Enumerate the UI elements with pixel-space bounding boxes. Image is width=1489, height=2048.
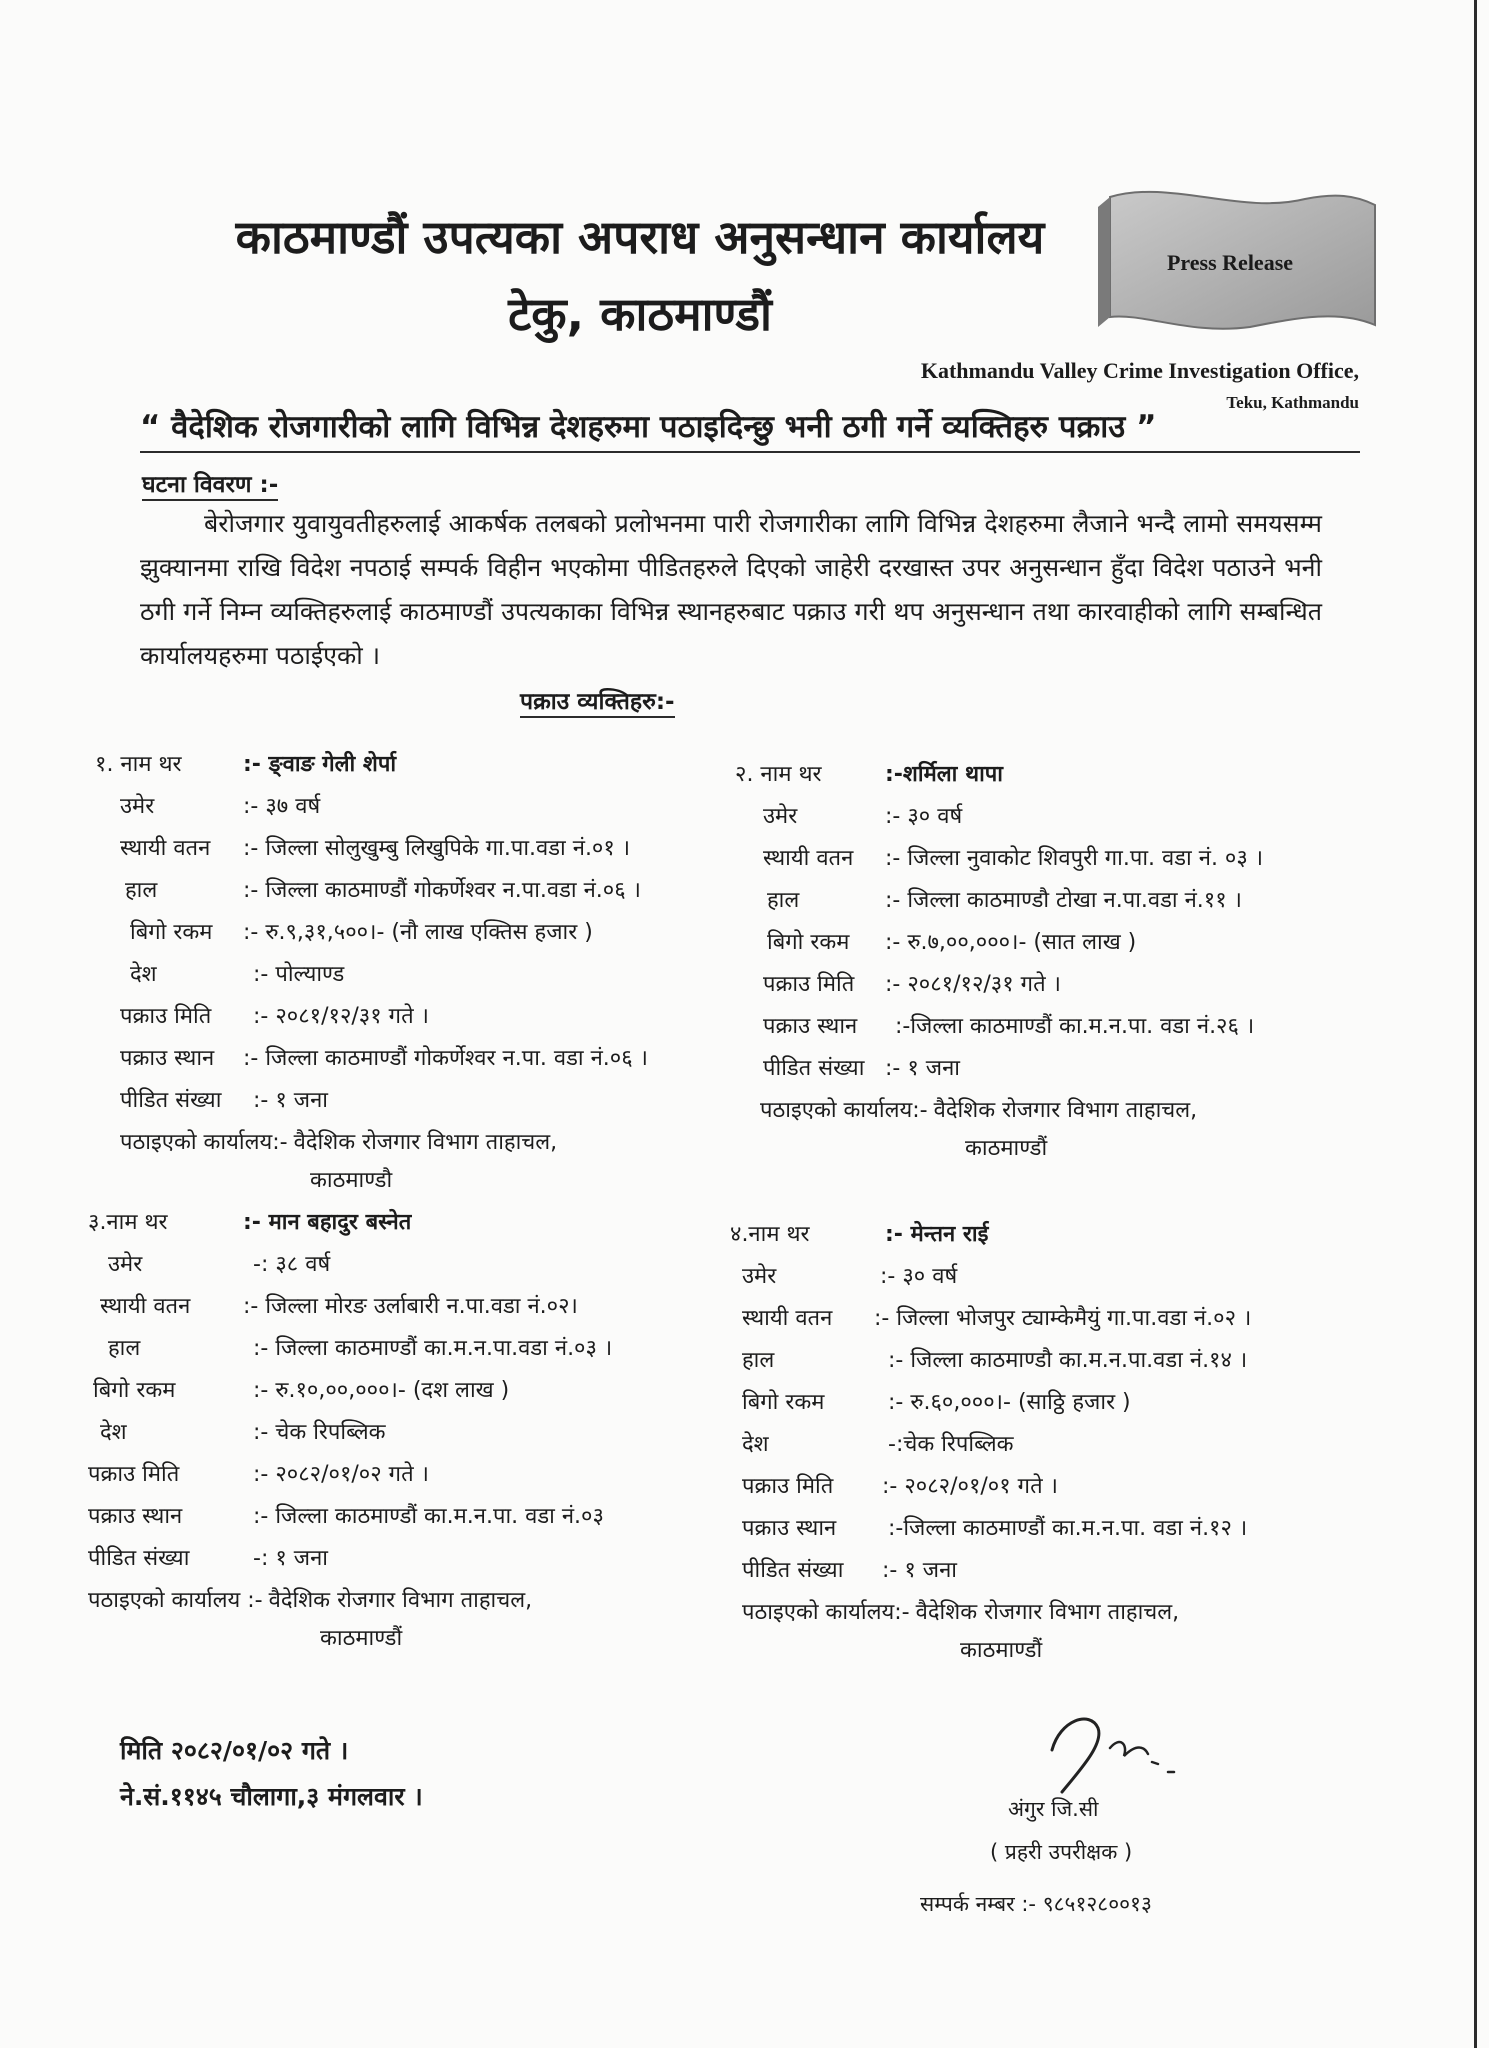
- label-current-address: हाल: [125, 878, 158, 903]
- value-arrest-date: :- २०८१/१२/३१ गते ।: [253, 1004, 429, 1029]
- signature-mark: [1040, 1700, 1200, 1810]
- contact-number: सम्पर्क नम्बर :- ९८५१२८००१३: [920, 1892, 1152, 1916]
- label-current-address: हाल: [742, 1348, 775, 1373]
- value-age: :- ३० वर्ष: [880, 1264, 958, 1289]
- label-age: उमेर: [763, 804, 798, 829]
- label-current-address: हाल: [108, 1336, 141, 1361]
- label-arrest-date: पक्राउ मिति: [742, 1474, 834, 1499]
- person-record-4: [730, 1212, 1251, 1670]
- label-age: उमेर: [742, 1264, 777, 1289]
- label-current-address: हाल: [767, 888, 800, 913]
- value-current-address: :- जिल्ला काठमाण्डौ टोखा न.पा.वडा नं.११ ।: [885, 888, 1243, 913]
- value-permanent-address: :- जिल्ला भोजपुर ट्याम्केमैयुं गा.पा.वडा नं.०२ ।: [874, 1306, 1252, 1331]
- label-country: देश: [100, 1420, 127, 1445]
- headline: “ वैदेशिक रोजगारीको लागि विभिन्न देशहरुमा पठाइदिन्छु भनी ठगी गर्ने व्यक्तिहरु पक्राउ ”: [140, 405, 1360, 453]
- office-location-en: Teku, Kathmandu: [1226, 393, 1359, 412]
- value-sent-office: वैदेशिक रोजगार विभाग ताहाचल,: [933, 1098, 1198, 1123]
- label-sent-office: पठाइएको कार्यालय:-: [742, 1600, 910, 1625]
- value-arrest-date: :- २०८१/१२/३१ गते ।: [885, 972, 1061, 997]
- value-sent-office-cont: काठमाण्डौं: [960, 1638, 1043, 1663]
- office-title-np: काठमाण्डौं उपत्यका अपराध अनुसन्धान कार्यालय: [235, 210, 1045, 264]
- value-name: :- मेन्तन राई: [885, 1222, 989, 1247]
- person-record-1: [95, 742, 648, 1200]
- label-amount: बिगो रकम: [742, 1390, 825, 1415]
- label-sent-office: पठाइएको कार्यालय:-: [120, 1130, 288, 1155]
- label-arrest-place: पक्राउ स्थान: [763, 1014, 858, 1039]
- value-age: :- ३७ वर्ष: [243, 794, 321, 819]
- label-country: देश: [130, 962, 157, 987]
- label-permanent-address: स्थायी वतन: [100, 1294, 191, 1319]
- value-victim-count: -: १ जना: [253, 1546, 329, 1571]
- value-sent-office-cont: काठमाण्डौं: [320, 1626, 403, 1651]
- label-victim-count: पीडित संख्या: [88, 1546, 190, 1571]
- label-amount: बिगो रकम: [767, 930, 850, 955]
- arrested-label: पक्राउ व्यक्तिहरु:-: [520, 684, 675, 718]
- value-current-address: :- जिल्ला काठमाण्डौ का.म.न.पा.वडा नं.१४ ।: [888, 1348, 1248, 1373]
- label-arrest-date: पक्राउ मिति: [763, 972, 855, 997]
- label-arrest-date: पक्राउ मिति: [88, 1462, 180, 1487]
- label-arrest-place: पक्राउ स्थान: [742, 1516, 837, 1541]
- value-age: :- ३० वर्ष: [885, 804, 963, 829]
- value-arrest-place: :- जिल्ला काठमाण्डौं गोकर्णेश्वर न.पा. वडा नं.०६ ।: [243, 1046, 648, 1071]
- label-sent-office: पठाइएको कार्यालय :-: [88, 1588, 263, 1613]
- signatory-name: अंगुर जि.सी: [1008, 1797, 1099, 1821]
- label-arrest-date: पक्राउ मिति: [120, 1004, 212, 1029]
- page-edge-border: [1474, 0, 1477, 2048]
- value-name: :- ङ्वाङ गेली शेर्पा: [243, 752, 397, 777]
- value-arrest-place: :- जिल्ला काठमाण्डौं का.म.न.पा. वडा नं.०३: [253, 1504, 604, 1529]
- banner-label: Press Release: [1166, 250, 1294, 275]
- person-record-2: [735, 752, 1263, 1168]
- label-permanent-address: स्थायी वतन: [120, 836, 211, 861]
- value-sent-office: वैदेशिक रोजगार विभाग ताहाचल,: [293, 1130, 558, 1155]
- incident-text: बेरोजगार युवायुवतीहरुलाई आकर्षक तलबको प्रलोभनमा पारी रोजगारीका लागि विभिन्न देशहरुमा लैजाने भन्दै लामो समयसम्म झुक्यानमा राखि विदेश नपठाई सम्पर्क विहीन भएकोमा पीडितहरुले दिएको जाहेरी दरखास्त उपर अनुसन्धान हुँदा विदेश पठाउने भनी ठगी गर्ने निम्न व्यक्तिहरुलाई काठमाण्डौं उपत्यकाका विभिन्न स्थानहरुबाट पक्राउ गरी थप अनुसन्धान तथा कारवाहीको लागि सम्बन्धित कार्यालयहरुमा पठाईएको ।: [140, 509, 1322, 670]
- value-amount: :- रु.६०,०००।- (साठ्ठि हजार ): [888, 1390, 1131, 1415]
- value-sent-office: वैदेशिक रोजगार विभाग ताहाचल,: [915, 1600, 1180, 1625]
- incident-label: घटना विवरण :-: [142, 467, 278, 501]
- value-arrest-place: :-जिल्ला काठमाण्डौं का.म.न.पा. वडा नं.१२ ।: [888, 1516, 1248, 1541]
- value-sent-office-cont: काठमाण्डौ: [310, 1168, 393, 1193]
- label-arrest-place: पक्राउ स्थान: [88, 1504, 183, 1529]
- value-country: -:चेक रिपब्लिक: [888, 1432, 1014, 1457]
- office-location-np: टेकु, काठमाण्डौं: [508, 287, 772, 341]
- value-victim-count: :- १ जना: [885, 1056, 961, 1081]
- label-age: उमेर: [120, 794, 155, 819]
- label-amount: बिगो रकम: [93, 1378, 176, 1403]
- value-sent-office-cont: काठमाण्डौं: [965, 1136, 1048, 1161]
- value-current-address: :- जिल्ला काठमाण्डौं का.म.न.पा.वडा नं.०३ ।: [253, 1336, 613, 1361]
- signatory-title: ( प्रहरी उपरीक्षक ): [990, 1840, 1133, 1864]
- label-sent-office: पठाइएको कार्यालय:-: [760, 1098, 928, 1123]
- label-name: ४.नाम थर: [730, 1222, 810, 1247]
- label-age: उमेर: [108, 1252, 143, 1277]
- value-permanent-address: :- जिल्ला नुवाकोट शिवपुरी गा.पा. वडा नं. ०३ ।: [885, 846, 1264, 871]
- label-arrest-place: पक्राउ स्थान: [120, 1046, 215, 1071]
- label-victim-count: पीडित संख्या: [742, 1558, 844, 1583]
- value-arrest-date: :- २०८२/०१/०१ गते ।: [882, 1474, 1058, 1499]
- value-permanent-address: :- जिल्ला सोलुखुम्बु लिखुपिके गा.पा.वडा नं.०१ ।: [243, 836, 631, 861]
- value-country: :- पोल्याण्ड: [253, 962, 345, 987]
- label-permanent-address: स्थायी वतन: [742, 1306, 833, 1331]
- value-age: -: ३८ वर्ष: [253, 1252, 331, 1277]
- value-arrest-place: :-जिल्ला काठमाण्डौं का.म.न.पा. वडा नं.२६ ।: [895, 1014, 1255, 1039]
- person-record-3: [88, 1200, 612, 1658]
- date-block: [120, 1728, 423, 1820]
- label-victim-count: पीडित संख्या: [120, 1088, 222, 1113]
- label-name: २. नाम थर: [735, 762, 822, 787]
- value-amount: :- रु.९,३१,५००।- (नौ लाख एक्तिस हजार ): [243, 920, 593, 945]
- label-victim-count: पीडित संख्या: [763, 1056, 865, 1081]
- value-name: :- मान बहादुर बस्नेत: [243, 1210, 412, 1235]
- value-sent-office: वैदेशिक रोजगार विभाग ताहाचल,: [268, 1588, 533, 1613]
- value-arrest-date: :- २०८२/०१/०२ गते ।: [253, 1462, 429, 1487]
- label-name: १. नाम थर: [95, 752, 182, 777]
- value-permanent-address: :- जिल्ला मोरङ उर्लाबारी न.पा.वडा नं.०२।: [243, 1294, 578, 1319]
- value-victim-count: :- १ जना: [882, 1558, 958, 1583]
- value-victim-count: :- १ जना: [253, 1088, 329, 1113]
- value-name: :-शर्मिला थापा: [885, 762, 1003, 787]
- value-current-address: :- जिल्ला काठमाण्डौं गोकर्णेश्वर न.पा.वडा नं.०६ ।: [243, 878, 641, 903]
- date-line-1: मिति २०८२/०१/०२ गते ।: [120, 1736, 349, 1765]
- office-name-en: Kathmandu Valley Crime Investigation Office,: [920, 358, 1359, 383]
- date-line-2: ने.सं.११४५ चौलागा,३ मंगलवार ।: [120, 1782, 423, 1811]
- label-country: देश: [742, 1432, 769, 1457]
- label-name: ३.नाम थर: [88, 1210, 168, 1235]
- press-release-banner: [1090, 185, 1380, 335]
- value-country: :- चेक रिपब्लिक: [253, 1420, 386, 1445]
- value-amount: :- रु.७,००,०००।- (सात लाख ): [885, 930, 1137, 955]
- label-amount: बिगो रकम: [130, 920, 213, 945]
- label-permanent-address: स्थायी वतन: [763, 846, 854, 871]
- value-amount: :- रु.१०,००,०००।- (दश लाख ): [253, 1378, 510, 1403]
